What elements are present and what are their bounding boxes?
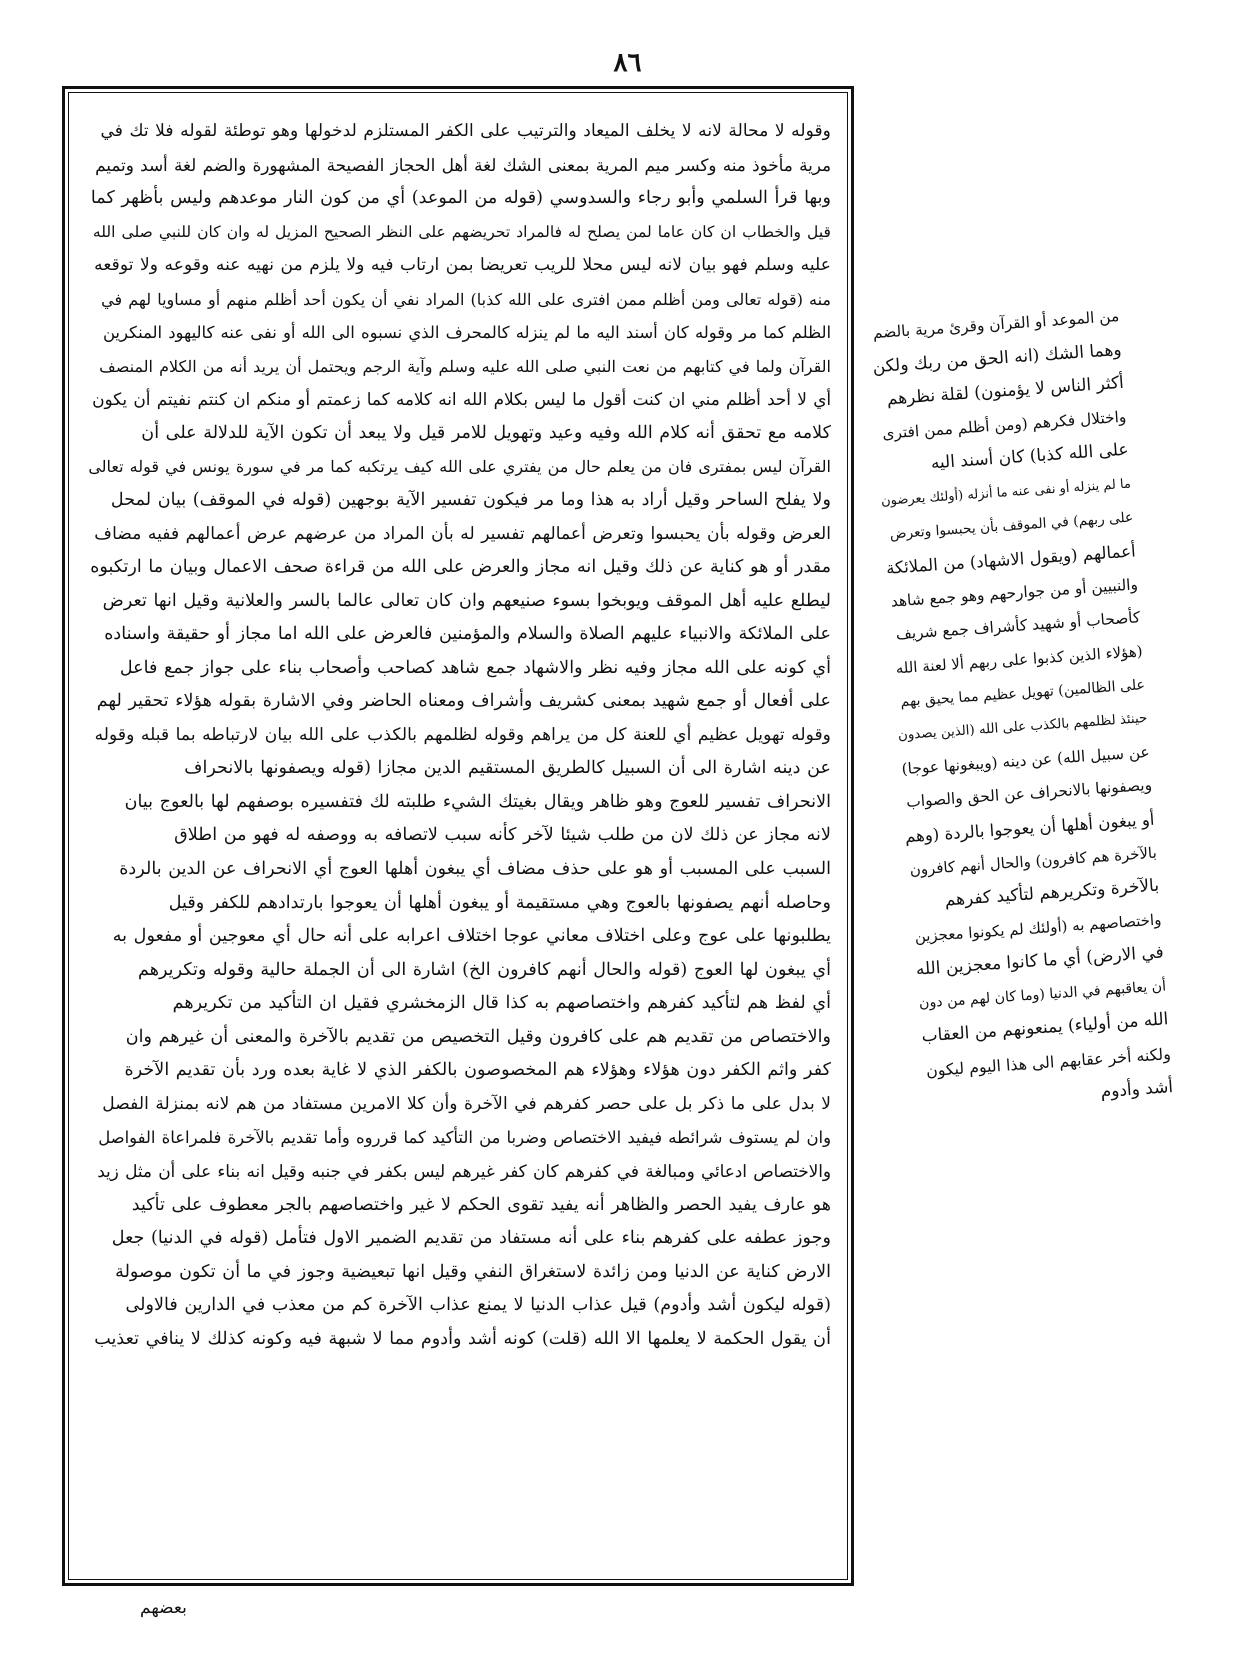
main-text-line: (قوله ليكون أشد وأدوم) قيل عذاب الدنيا لا يمنع عذاب الآخرة كم من معذب في الدارين فالاولى [125, 1295, 831, 1316]
main-text-line: أي لفظ هم لتأكيد كفرهم واختصاصهم به كذا قال الزمخشري فقيل ان التأكيد من تكريرهم [172, 993, 831, 1014]
marginal-line: أعمالهم (ويقول الاشهاد) من الملائكة [885, 541, 1137, 578]
marginal-line: أشد وأدوم [1099, 1076, 1174, 1102]
marginal-line: واختصاصهم به (أولئك لم يكونوا معجزين [914, 910, 1162, 946]
main-text-line: أن يقول الحكمة لا يعلمها الا الله (قلت) كونه أشد وأدوم مما لا شبهة فيه وكونه كذلك لا ينافي تعذيب [94, 1328, 831, 1349]
main-text-line: عليه وسلم فهو بيان لانه ليس محلا للريب تعريضا بمن ارتاب فيه ولا يلزم من نهيه عنه وقوعه ولا توقعه [94, 255, 831, 276]
main-text-line: كفر واثم الكفر دون هؤلاء وهؤلاء هم المخصوصون بالكفر الذي لا غاية بعده ورد بأن تقديم الآخرة [124, 1060, 831, 1081]
marginal-line: ما لم ينزله أو نفى عنه ما أنزله (أولئك يعرضون [880, 476, 1132, 509]
catchword: بعضهم [140, 1598, 187, 1618]
main-text-line: الارض كناية عن الدنيا ومن زائدة لاستغراق النفي وقيل انها تبعيضية وجوز في ما أن تكون موصولة [115, 1261, 831, 1282]
main-commentary-text [87, 115, 831, 1356]
main-text-line: على الملائكة والانبياء عليهم الصلاة والسلام والمؤمنين فالعرض على الله اما مجاز أو حقيقة واسناده [104, 624, 831, 645]
marginal-line: واختلال فكرهم (ومن أظلم ممن افترى [881, 407, 1127, 443]
marginal-line: من الموعد أو القرآن وقرئ مرية بالضم [872, 306, 1120, 343]
main-text-line: السبب على المسبب أو هو على حذف مضاف أي يبغون أهلها العوج أي الانحراف عن الدين بالردة [119, 859, 831, 880]
marginal-line: حينئذ لظلمهم بالكذب على الله (الذين يصدون [897, 711, 1148, 744]
marginal-line: ولكنه أخر عقابهم الى هذا اليوم ليكون [925, 1044, 1172, 1081]
main-text-line: وان لم يستوف شرائطه فيفيد الاختصاص وضربا من التأكيد كما قرروه وأما تقديم بالآخرة فلمراعاة الفواصل [98, 1128, 831, 1148]
main-text-line: أي كونه على الله مجاز وفيه نظر والاشهاد جمع شاهد كصاحب وأصحاب بناء على جواز جمع فاعل [119, 657, 831, 678]
main-text-line: هو عارف يفيد الحصر والظاهر أنه يفيد تقوى الحكم لا غير واختصاصهم بالجر معطوف على تأكيد [131, 1194, 831, 1215]
main-text-line: مقدر أو هو كناية عن ذلك وقيل انه مجاز والعرض على الله من قراءة صحف الاعمال وبيان ما ارتكبوه [90, 557, 831, 578]
main-text-frame [62, 86, 854, 1586]
marginal-line: الله من أولياء) يمنعونهم من العقاب [920, 1009, 1170, 1047]
marginal-line: على ربهم) في الموقف بأن يحبسوا وتعرض [889, 509, 1134, 543]
marginal-line: أن يعاقبهم في الدنيا (وما كان لهم من دون [918, 978, 1167, 1012]
main-text-line: وحاصله أنهم يصفونها بالعوج وهي مستقيمة أو يبغون أهلها أن يعوجوا بارتدادهم للكفر وقيل [168, 892, 831, 913]
marginal-line: وهما الشك (انه الحق من ربك ولكن [872, 339, 1123, 377]
marginal-line: أكثر الناس لا يؤمنون) لقلة نظرهم [886, 373, 1125, 410]
main-text-line: وقوله تهويل عظيم أي للعنة كل من يراهم وقوله لظلمهم بالكذب على الله بيان لارتباطه بما قبله وقوله [94, 724, 831, 745]
marginal-line: عن سبيل الله) عن دينه (ويبغونها عوجا) [901, 742, 1151, 778]
marginal-line: على الله كذبا) كان أسند اليه [930, 440, 1130, 474]
main-text-line: قيل والخطاب ان كان عاما لمن يصلح له فالمراد تحريضهم على النظر الصحيح المزيل له وان كان للنبي صلى الله [92, 222, 831, 241]
main-text-line: أي لا أحد أظلم مني ان كنت أقول ما ليس بكلام الله انه كلامه كما زعمتم أو منكم ان كنتم نفيتم أن يكون [92, 389, 831, 410]
marginal-line: (هؤلاء الذين كذبوا على ربهم ألا لعنة الله [895, 642, 1144, 678]
main-text-line: أي يبغون لها العوج (قوله والحال أنهم كافرون الخ) اشارة الى أن الجملة حالية وقوله وتكريرهم [137, 959, 831, 980]
marginal-line: بالآخرة هم كافرون) والحال أنهم كافرون [909, 843, 1158, 879]
main-text-line: وقوله لا محالة لانه لا يخلف الميعاد والترتيب على الكفر المستلزم لدخولها وهو توطئة لقوله فلا تك في [100, 121, 831, 141]
main-text-line: وبها قرأ السلمي وأبو رجاء والسدوسي (قوله من الموعد) أي من كون النار موعدهم وليس بأظهر كما [90, 188, 831, 209]
main-text-line: لا بدل على ما ذكر بل على حصر كفرهم في الآخرة وأن كلا الامرين مستفاد من هم لانه بمنزلة الفصل [102, 1093, 831, 1114]
main-text-line: والاختصاص من تقديم هم على كافرون وقيل التخصيص من تقديم بالآخرة والمعنى أن غيرهم وان [125, 1026, 831, 1047]
marginal-line: ويصفونها بالانحراف عن الحق والصواب [905, 776, 1153, 812]
main-text-line: ليطلع عليه أهل الموقف ويوبخوا بسوء صنيعهم وان كان تعالى عالما بالسر والعلانية وقيل انها تعرض [102, 590, 831, 611]
page-number: ٨٦ [613, 48, 642, 78]
main-text-line: لانه مجاز عن ذلك لان من طلب شيئا لآخر كأنه سبب لاتصافه به ووصفه له فهو من اطلاق [174, 825, 831, 846]
main-text-line: ولا يفلح الساحر وقيل أراد به هذا وما مر فيكون تفسير الآية بوجهين (قوله في الموقف) بيان لمحل [110, 490, 831, 511]
main-text-line: العرض وقوله بأن يحبسوا وتعرض أعمالهم تفسير له بأن المراد من عرضهم عرض أعمالهم ففيه مضاف [94, 523, 831, 544]
main-text-line: عن دينه اشارة الى أن السبيل كالطريق المستقيم الدين مجازا (قوله ويصفونها بالانحراف [184, 758, 831, 779]
main-text-line: الظلم كما مر وقوله كان أسند اليه ما لم ينزله كالمحرف الذي نسبوه الى الله أو نفى عنه كاليهود المنكرين [102, 323, 831, 343]
main-text-line: كلامه مع تحقق أنه كلام الله وفيه وعيد وتهويل للامر قيل ولا يبعد أن تكون الآية للدلالة على أن [141, 422, 831, 443]
marginal-gloss [869, 300, 1197, 1445]
marginal-line: على الظالمين) تهويل عظيم مما يحيق بهم [899, 676, 1146, 710]
marginal-line: في الارض) أي ما كانوا معجزين الله [915, 942, 1165, 980]
main-text-line: يطلبونها على عوج وعلى اختلاف معاني عوجا اختلاف اعرابه على أنه حال أي معوجين أو مفعول به [112, 926, 831, 947]
main-text-line: القرآن ولما في كتابهم من نعت النبي صلى الله عليه وسلم وآية الرجم ويحتمل أن يريد أنه من الكلام المنصف [99, 356, 831, 376]
main-text-line: على أفعال أو جمع شهيد بمعنى كشريف وأشراف ومعناه الحاضر وفي الاشارة بقوله هؤلاء تحقير لهم [96, 691, 831, 712]
marginal-line: والنبيين أو من جوارحهم وهو جمع شاهد [890, 575, 1139, 611]
main-text-line: منه (قوله تعالى ومن أظلم ممن افترى على الله كذبا) المراد نفي أن يكون أحد أظلم منهم أو مساويا لهم في [101, 289, 831, 309]
main-text-line: القرآن ليس بمفترى فان من يعلم حال من يفتري على الله كيف يرتكبه كما مر في سورة يونس في قوله تعالى [88, 457, 831, 477]
marginal-line: بالآخرة وتكريرهم لتأكيد كفرهم [944, 875, 1160, 911]
main-text-line: وجوز عطفه على كفرهم بناء على أنه مستفاد من تقديم الضمير الاول فتأمل (قوله في الدنيا) جعل [111, 1228, 831, 1249]
main-text-line: مرية مأخوذ منه وكسر ميم المرية بمعنى الشك لغة أهل الحجاز الفصيحة المشهورة والضم لغة أسد وتميم [95, 154, 831, 175]
main-text-line: والاختصاص ادعائي ومبالغة في كفرهم كان كفر غيرهم ليس بكفر في جنبه وقيل انه بناء على أن مثل زيد [97, 1160, 831, 1181]
marginal-line: كأصحاب أو شهيد كأشراف جمع شريف [895, 608, 1141, 644]
marginal-line: أو يبغون أهلها أن يعوجوا بالردة (وهم [904, 809, 1155, 847]
main-text-line: الانحراف تفسير للعوج وهو ظاهر ويقال بغيتك الشيء طلبته لك فتفسيره بوصفهم لها بالعوج بيان [124, 791, 831, 812]
